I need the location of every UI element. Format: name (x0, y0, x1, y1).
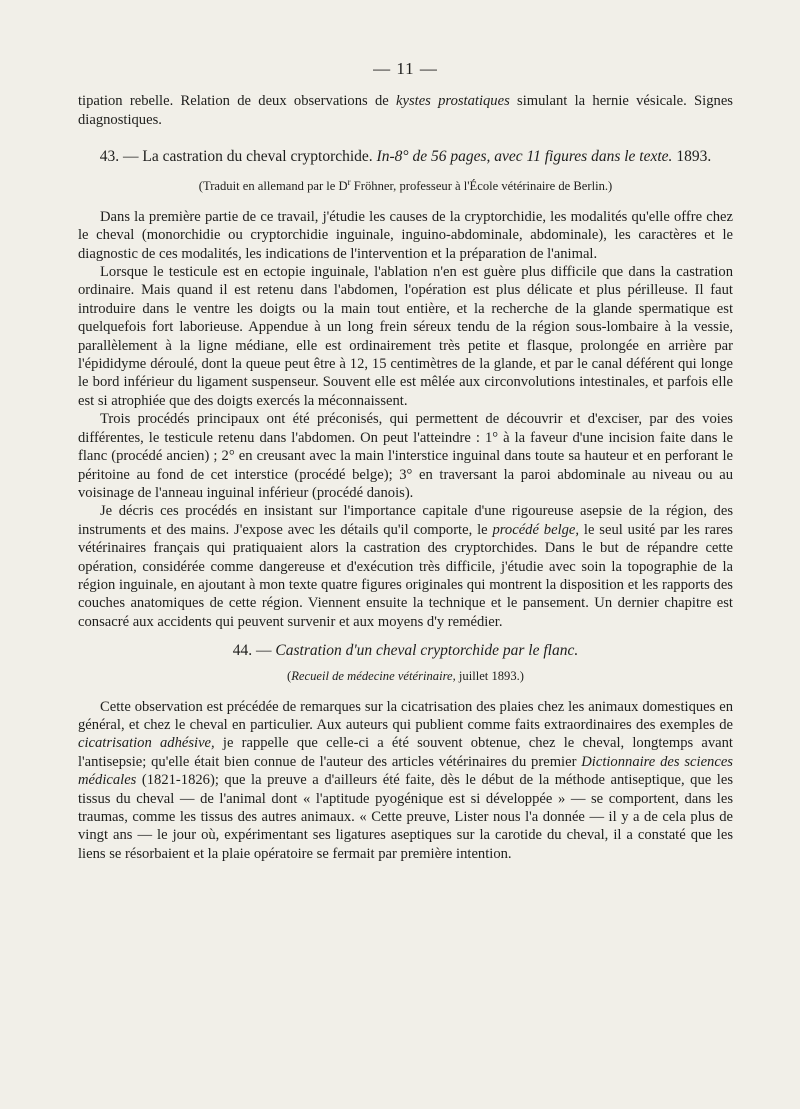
entry-44-title (78, 641, 733, 661)
entry-43-title-text: 43. — La castration du cheval cryptorchide. (99, 148, 377, 166)
entry-44-paragraph-1 (78, 698, 733, 864)
entry-43-paragraph-1: Dans la première partie de ce travail, j'étudie les causes de la cryptorchidie, les modalités qu'elle offre chez le cheval (monorchidie ou cryptorchidie inguinale, inguino-abdominale, abdominale), les caractères et le diagnostic de ces modalités, les indications de l'intervention et la préparation de l'animal. (78, 208, 733, 262)
entry-44-title-number: 44. — (232, 642, 276, 660)
entry-44-p1-c: (1821-1826); que la preuve a d'ailleurs été faite, dès le début de la méthode antiseptique, que les tissus du cheval — de l'animal dont « l'aptitude pyogénique est si développée » — se comportent, dans les traumas, comme les tissus des autres animaux. « Cette preuve, Lister nous l'a donnée — il y a de cela plus de vingt ans — le jour où, expérimentant ses ligatures aseptiques sur la carotide du cheval, il a constaté que les liens se résorbaient et la plaie opératoire se fermait par première intention. (78, 772, 733, 862)
entry-44-p1-italic-2: Dictionnaire des sciences médicales (78, 753, 733, 789)
entry-43-paragraph-4 (78, 502, 733, 631)
entry-43-title-year: 1893. (672, 148, 712, 166)
continuation-italic: kystes prostatiques (396, 93, 510, 110)
entry-43-note-end: Fröhner, professeur à l'École vétérinaire de Berlin.) (350, 179, 613, 194)
entry-44-note-journal: Recueil de médecine vétérinaire, (291, 669, 456, 684)
continuation-paragraph (78, 92, 733, 129)
entry-43-translation-note (78, 173, 733, 196)
continuation-text-end: simulant la hernie vésicale. Signes diagnostiques. (78, 93, 733, 128)
entry-43-title (78, 147, 733, 167)
entry-43-title-details: In-8° de 56 pages, avec 11 figures dans le texte. (376, 148, 673, 166)
entry-43-p4-end: le seul usité par les rares vétérinaires français qui pratiquaient alors la castration des cryptorchides. Dans le but de répandre cette opération, considérée comme dangereuse et d'exécution très difficile, j'étudie avec soin la topographie de la région inguinale, en ajoutant à mon texte quatre figures originales qui montrent la disposition et les rapports des couches anatomiques de cette région. Viennent ensuite la technique et le pansement. Un dernier chapitre est consacré aux accidents qui peuvent survenir et aux moyens d'y remédier. (78, 521, 733, 630)
entry-43-paragraph-2: Lorsque le testicule est en ectopie inguinale, l'ablation n'en est guère plus difficile que dans la castration ordinaire. Mais quand il est retenu dans l'abdomen, l'opération est plus délicate et plus périlleuse. Il faut introduire dans le ventre les doigts ou la main tout entière, et la recherche de la glande spermatique est quelquefois fort laborieuse. Appendue à un long frein séreux tendu de la région sous-lombaire à la vessie, parallèlement à la ligne médiane, elle est ordinairement très petite et flasque, prolongée en arrière par l'épididyme déroulé, dont la queue peut être à 12, 15 centimètres de la glande, et par le canal déférent qui longe le bord inférieur du ligament suspenseur. Souvent elle est mêlée aux circonvolutions intestinales, et parfois elle est si atrophiée que des doigts exercés la méconnaissent. (78, 264, 733, 409)
entry-44-p1-a: Cette observation est précédée de remarques sur la cicatrisation des plaies chez les animaux domestiques en général, et chez le cheval en particulier. Aux auteurs qui publient comme faits extraordinaires des exemples de (78, 698, 733, 733)
entry-44-source-note (78, 667, 733, 685)
entry-43-p4-start: Je décris ces procédés en insistant sur l'importance capitale d'une rigoureuse asepsie de la région, des instruments et des mains. J'expose avec les détails qu'il comporte, le (78, 503, 733, 538)
page-number: — 11 — (373, 59, 438, 78)
document-page (78, 60, 733, 863)
entry-43-p4-italic: procédé belge, (492, 521, 580, 538)
continuation-text: tipation rebelle. Relation de deux observations de (78, 93, 397, 110)
entry-43-note-sup: r (347, 177, 351, 188)
entry-44-title-text: Castration d'un cheval cryptorchide par le flanc. (275, 642, 579, 660)
entry-44-note-open: ( (287, 669, 292, 684)
entry-44-note-date: juillet 1893.) (455, 669, 524, 684)
entry-44-p1-b: je rappelle que celle-ci a été souvent obtenue, chez le cheval, longtemps avant l'antisepsie; qu'elle était bien connue de l'auteur des articles vétérinaires du premier (78, 735, 733, 770)
entry-44-p1-italic-1: cicatrisation adhésive, (78, 735, 215, 752)
entry-43-paragraph-3: Trois procédés principaux ont été préconisés, qui permettent de découvrir et d'exciser, par des voies différentes, le testicule retenu dans l'abdomen. On peut l'atteindre : 1° à la faveur d'une incision faite dans le flanc (procédé ancien) ; 2° en creusant avec la main l'interstice inguinal dans toute sa hauteur et en perforant le péritoine au fond de cet interstice (procédé belge); 3° en traversant la paroi abdominale au niveau ou au voisinage de l'anneau inguinal inférieur (procédé danois). (78, 411, 733, 501)
entry-43-note-start: (Traduit en allemand par le D (198, 179, 348, 194)
